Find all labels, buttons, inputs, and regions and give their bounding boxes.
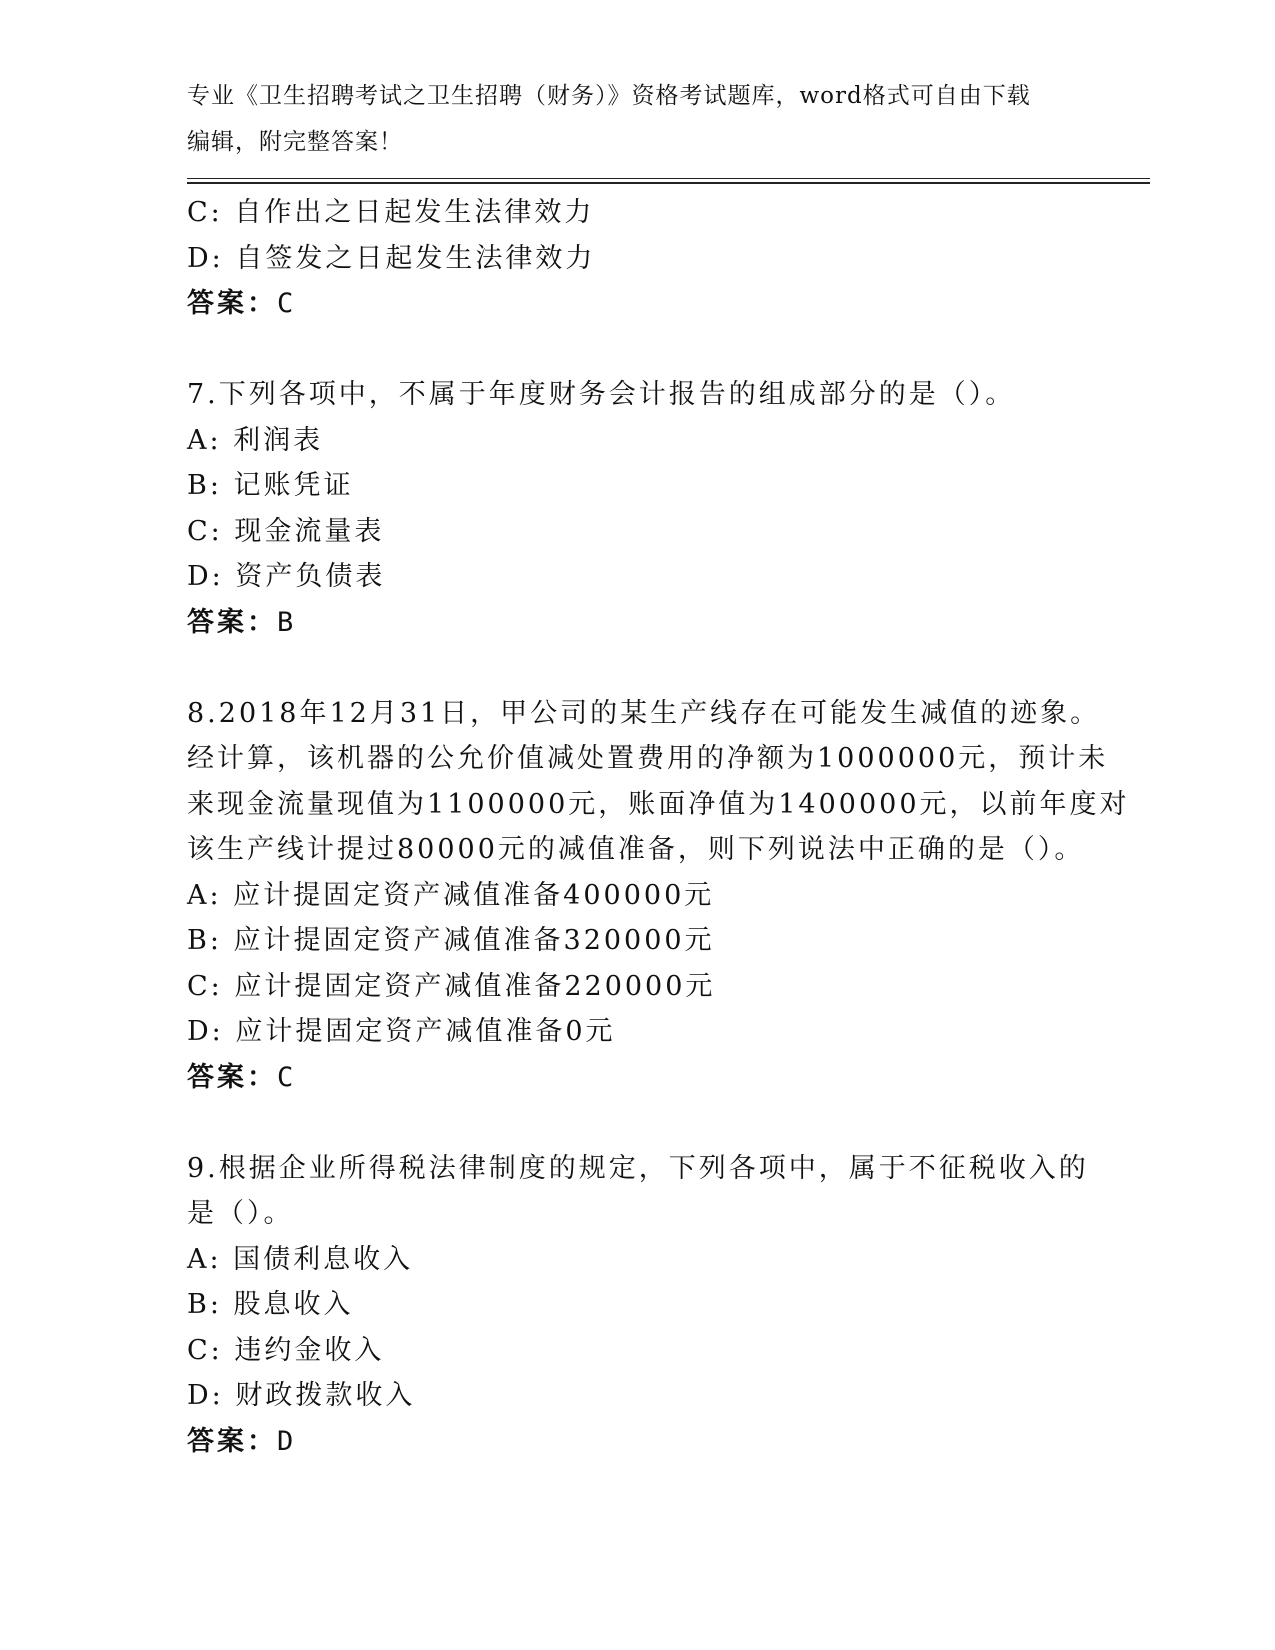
question-stem-line-4: 该生产线计提过80000元的减值准备，则下列说法中正确的是（）。 <box>187 834 1085 865</box>
answer-line <box>187 600 1067 646</box>
page-header <box>187 74 1067 165</box>
option-d: D: 财政拨款收入 <box>187 1380 416 1411</box>
question-6-remainder <box>187 190 1067 327</box>
answer-line <box>187 1055 1067 1101</box>
header-line-2: 编辑，附完整答案！ <box>187 128 403 155</box>
header-line-1: 专业《卫生招聘考试之卫生招聘（财务）》资格考试题库，word格式可自由下载 <box>187 83 1031 109</box>
answer-label: 答案： <box>187 1425 277 1457</box>
option-d: D: 应计提固定资产减值准备0元 <box>187 1016 616 1047</box>
option-c: C: 自作出之日起发生法律效力 <box>187 197 595 228</box>
answer-value: C <box>277 1061 296 1093</box>
answer-value: B <box>277 606 296 638</box>
question-stem-line-2: 是（）。 <box>187 1198 294 1229</box>
answer-line <box>187 1419 1067 1465</box>
answer-line <box>187 281 1067 327</box>
header-divider-thick <box>187 182 1150 184</box>
answer-label: 答案： <box>187 288 277 319</box>
question-content <box>187 190 1130 1464</box>
question-stem-line-1: 9.根据企业所得税法律制度的规定，下列各项中，属于不征税收入的 <box>187 1152 1089 1184</box>
question-stem-line-2: 经计算，该机器的公允价值减处置费用的净额为1000000元，预计未 <box>187 743 1109 774</box>
question-stem-line-1: 8.2018年12月31日，甲公司的某生产线存在可能发生减值的迹象。 <box>187 697 1101 729</box>
option-d: D: 自签发之日起发生法律效力 <box>187 242 596 274</box>
option-c: C: 现金流量表 <box>187 515 385 547</box>
answer-label: 答案： <box>187 606 277 638</box>
question-7 <box>187 372 1067 645</box>
option-c: C: 应计提固定资产减值准备220000元 <box>187 970 716 1002</box>
option-a: A: 国债利息收入 <box>187 1243 414 1275</box>
option-b: B: 记账凭证 <box>187 470 354 501</box>
answer-label: 答案： <box>187 1061 277 1093</box>
option-b: B: 应计提固定资产减值准备320000元 <box>187 925 715 956</box>
option-d: D: 资产负债表 <box>187 561 386 592</box>
answer-value: D <box>277 1425 296 1457</box>
option-c: C: 违约金收入 <box>187 1334 385 1366</box>
option-b: B: 股息收入 <box>187 1289 354 1320</box>
question-9 <box>187 1146 1089 1465</box>
question-stem: 7.下列各项中，不属于年度财务会计报告的组成部分的是（）。 <box>187 379 1016 410</box>
option-a: A: 应计提固定资产减值准备400000元 <box>187 879 715 911</box>
header-divider-thin <box>187 178 1150 179</box>
question-8 <box>187 691 1130 1101</box>
answer-value: C <box>277 288 296 319</box>
question-stem-line-3: 来现金流量现值为1100000元，账面净值为1400000元，以前年度对 <box>187 788 1130 820</box>
option-a: A: 利润表 <box>187 424 324 456</box>
